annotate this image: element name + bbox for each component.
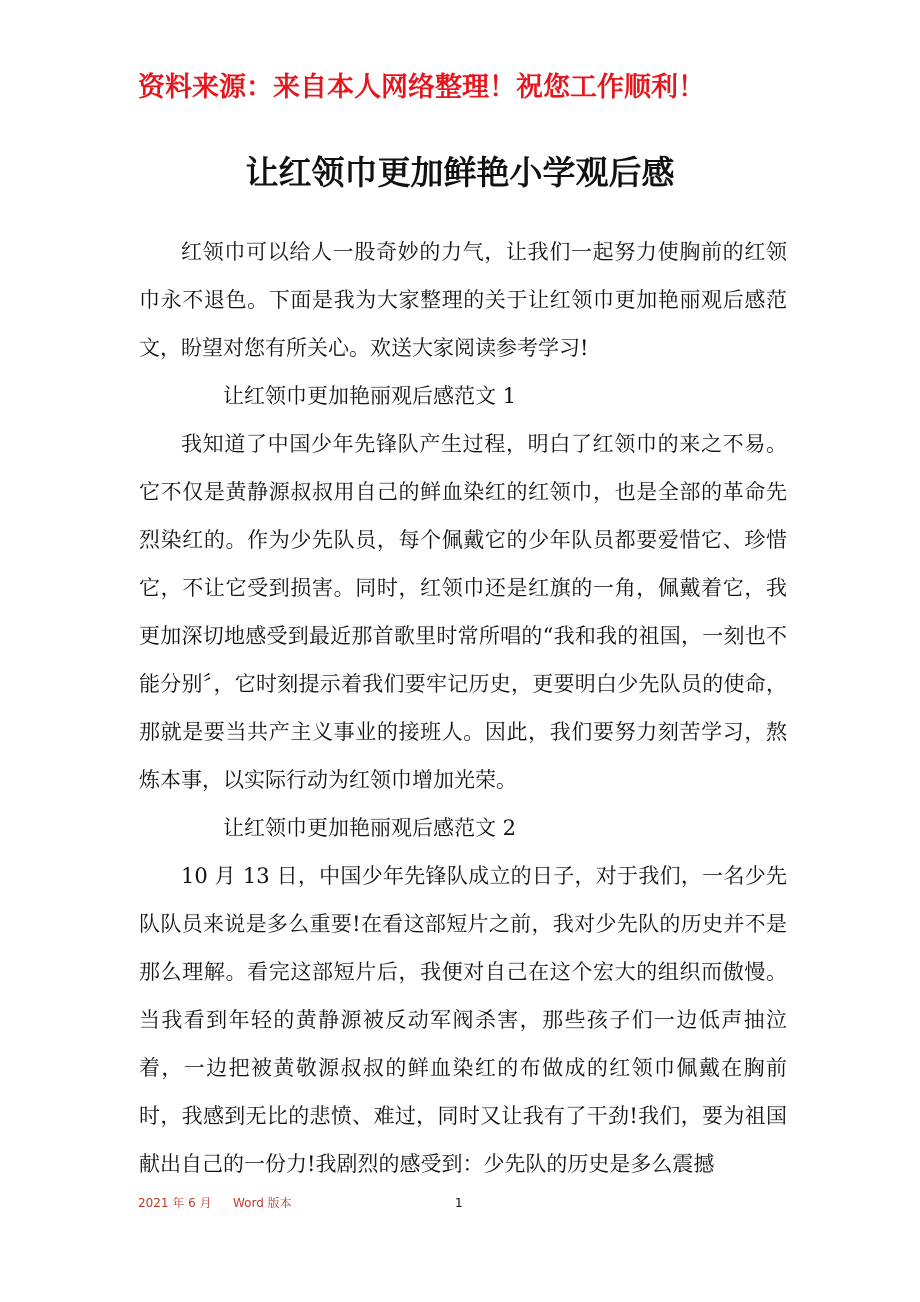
page-number: 1 [455, 1196, 463, 1210]
footer-date: 2021 年 6 月 [138, 1196, 212, 1210]
page-title: 让红领巾更加鲜艳小学观后感 [245, 153, 675, 192]
page-footer [138, 1192, 838, 1214]
section-body-1: 我知道了中国少年先锋队产生过程，明白了红领巾的来之不易。它不仅是黄静源叔叔用自己的鲜血染红的红领巾，也是全部的革命先烈染红的。作为少先队员，每个佩戴它的少年队员都要爱惜它、珍惜它，不让它受到损害。同时，红领巾还是红旗的一角，佩戴着它，我更加深切地感受到最近那首歌里时常所唱的“我和我的祖国，一刻也不能分别〞，它时刻提示着我们要牢记历史，更要明白少先队员的使命，那就是要当共产主义事业的接班人。因此，我们要努力刻苦学习，熬炼本事，以实际行动为红领巾增加光荣。 [139, 432, 787, 792]
source-banner: 资料来源：来自本人网络整理！祝您工作顺利！ [138, 72, 705, 103]
section-body-2: 10 月 13 日，中国少年先锋队成立的日子，对于我们，一名少先队队员来说是多么重要!在看这部短片之前，我对少先队的历史并不是那么理解。看完这部短片后，我便对自己在这个宏大的组织而傲慢。当我看到年轻的黄静源被反动军阀杀害，那些孩子们一边低声抽泣着，一边把被黄敬源叔叔的鲜血染红的布做成的红领巾佩戴在胸前时，我感到无比的悲愤、难过，同时又让我有了干劲!我们，要为祖国献出自己的一份力!我剧烈的感受到：少先队的历史是多么震撼 [139, 864, 787, 1176]
document-body [139, 228, 787, 1188]
section-heading-1: 让红领巾更加艳丽观后感范文 1 [223, 384, 517, 408]
footer-version: Word 版本 [233, 1196, 292, 1210]
section-heading-2: 让红领巾更加艳丽观后感范文 2 [223, 816, 517, 840]
intro-paragraph: 红领巾可以给人一股奇妙的力气，让我们一起努力使胸前的红领巾永不退色。下面是我为大家整理的关于让红领巾更加艳丽观后感范文，盼望对您有所关心。欢送大家阅读参考学习! [139, 240, 787, 360]
